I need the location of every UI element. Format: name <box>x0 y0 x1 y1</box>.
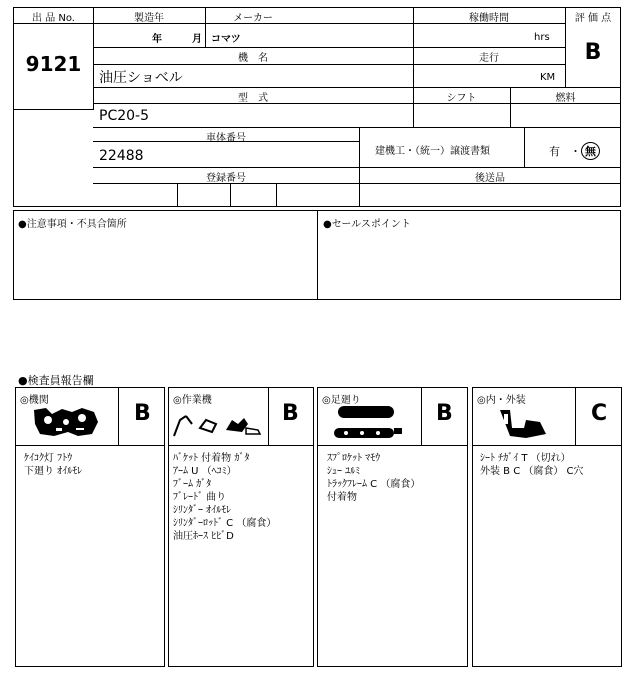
section-work-equipment-note: ﾌﾞｰﾑ ｶﾞﾀ <box>173 479 212 490</box>
overall-grade: B <box>584 40 602 65</box>
section-undercarriage-note: ｽﾌﾟﾛｹｯﾄ ﾏﾓｳ <box>327 453 381 464</box>
section-undercarriage-label: ◎足廻り <box>322 395 361 406</box>
lot-no: 9121 <box>25 52 82 76</box>
section-undercarriage-note: ﾄﾗｯｸﾌﾚｰﾑ C （腐食） <box>327 479 421 490</box>
caution-label: ●注意事項・不具合箇所 <box>18 219 127 230</box>
section-work-equipment-note: ｱｰﾑ U （ﾍｺﾐ） <box>173 466 237 477</box>
year-label: 製造年 <box>134 13 164 24</box>
sales-label: ●セールスポイント <box>323 219 411 230</box>
section-work-equipment-label: ◎作業機 <box>173 395 212 406</box>
reg-no-label: 登録番号 <box>206 173 246 184</box>
section-work-equipment-note: ﾊﾞｹｯﾄ 付着物 ｶﾞﾀ <box>173 453 250 464</box>
year-unit: 年 <box>152 34 162 45</box>
inspection-title: ●検査員報告欄 <box>18 374 94 387</box>
section-interior-exterior-grade: C <box>591 401 608 426</box>
shipping-label: 後送品 <box>475 173 505 184</box>
hours-unit: hrs <box>534 32 550 43</box>
interior-exterior-icon <box>496 406 552 440</box>
undercarriage-icon <box>332 404 404 440</box>
transfer-docs-no: 無 <box>581 142 600 160</box>
type-value: PC20-5 <box>99 108 149 124</box>
month-unit: 月 <box>192 34 202 45</box>
transfer-docs-options <box>549 142 600 160</box>
section-engine-note: ｹｲｺｸ灯 ﾌﾄｳ <box>24 453 73 464</box>
section-interior-exterior-label: ◎内・外装 <box>477 395 526 406</box>
mileage-unit: KM <box>540 72 556 83</box>
shift-label: シフト <box>446 93 477 104</box>
mileage-label: 走行 <box>479 53 499 64</box>
maker-label: メーカー <box>233 13 273 24</box>
section-work-equipment-note: ｼﾘﾝﾀﾞｰﾛｯﾄﾞ C （腐食） <box>173 518 277 529</box>
model-name: 油圧ショベル <box>99 70 183 86</box>
maker: コマツ <box>211 34 241 45</box>
section-engine-grade: B <box>134 401 151 426</box>
work-equipment-icon <box>172 410 264 438</box>
engine-icon <box>32 406 100 438</box>
hours-label: 稼働時間 <box>469 13 509 24</box>
section-engine-label: ◎機関 <box>20 395 49 406</box>
section-undercarriage-note: 付着物 <box>327 492 357 503</box>
fuel-label: 燃料 <box>555 93 576 104</box>
transfer-docs-label: 建機工・（統一）譲渡書類 <box>375 146 490 157</box>
section-undercarriage-grade: B <box>436 401 453 426</box>
section-work-equipment-grade: B <box>282 401 299 426</box>
model-name-label: 機 名 <box>238 53 268 64</box>
serial-label: 車体番号 <box>206 133 246 144</box>
lot-no-label: 出 品 No. <box>32 13 75 24</box>
section-undercarriage-note: ｼｭｰ ﾕﾙﾐ <box>327 466 361 477</box>
section-interior-exterior-note: 外装 B C （腐食） C穴 <box>480 466 584 477</box>
section-work-equipment-note: 油圧ﾎｰｽ ﾋﾋﾞD <box>173 531 234 542</box>
transfer-docs-sep: ・ <box>570 145 581 158</box>
serial-value: 22488 <box>99 148 144 164</box>
section-work-equipment-note: ﾌﾞﾚｰﾄﾞ 曲り <box>173 492 227 503</box>
grade-label: 評 価 点 <box>574 13 612 24</box>
section-interior-exterior-note: ｼｰﾄ ﾁｶﾞｲ T （切れ） <box>480 453 571 464</box>
transfer-docs-yes: 有 <box>549 145 560 158</box>
section-work-equipment-note: ｼﾘﾝﾀﾞｰ ｵｲﾙﾓﾚ <box>173 505 232 516</box>
section-engine-note: 下廻り ｵｲﾙﾓﾚ <box>24 466 83 477</box>
type-label: 型 式 <box>238 93 268 104</box>
